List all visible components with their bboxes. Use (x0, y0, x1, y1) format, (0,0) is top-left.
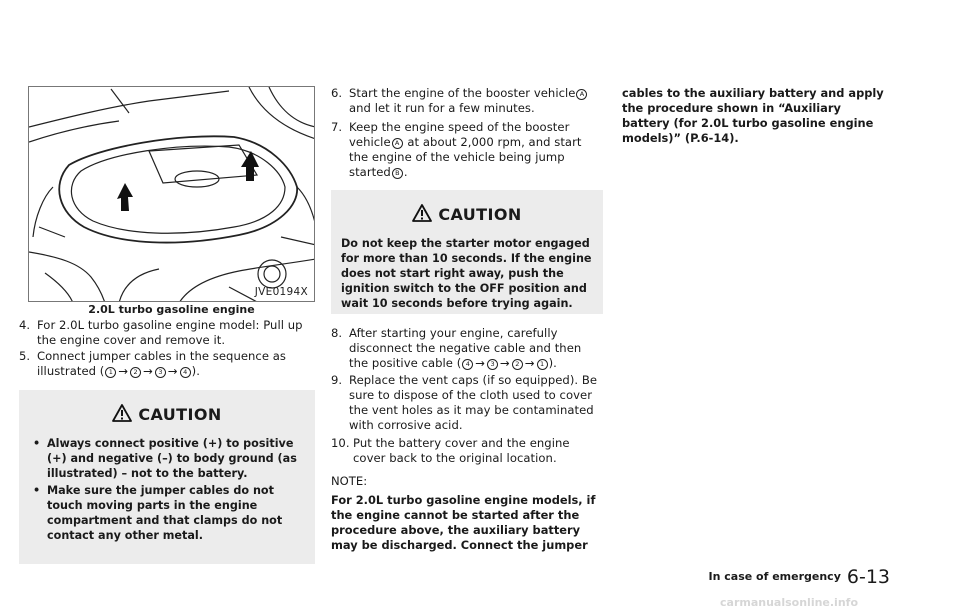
vehicle-marker: A (392, 138, 403, 149)
sequence-marker: 3 (487, 359, 498, 370)
figure-code: JVE0194X (254, 286, 308, 298)
caution-title: CAUTION (331, 204, 603, 224)
caution-box-1 (19, 390, 315, 564)
caution-title: CAUTION (19, 404, 315, 424)
sequence-marker: 3 (155, 367, 166, 378)
caution-bullet: • Always connect positive (+) to positive (+) and negative (–) to body ground (as illustrated) – not to the battery. (33, 437, 297, 480)
note-text: For 2.0L turbo gasoline engine models, if the engine cannot be started after the procedure above, the auxiliary battery may be discharged. Connect the jumper (331, 493, 596, 552)
step-number: 10. (331, 436, 350, 450)
step-number: 9. (331, 373, 343, 387)
vehicle-marker: A (576, 89, 587, 100)
watermark: carmanualsonline.info (720, 596, 858, 609)
step-number: 6. (331, 86, 343, 100)
vehicle-marker: B (392, 168, 403, 179)
caution-list (29, 436, 309, 543)
step-text: For 2.0L turbo gasoline engine model: Pull up the engine cover and remove it. (37, 318, 303, 347)
step-number: 8. (331, 326, 343, 340)
step-5 (19, 349, 315, 379)
sequence-marker: 1 (105, 367, 116, 378)
note-continued: cables to the auxiliary battery and apply the procedure shown in “Auxiliary battery (for 2.0L turbo gasoline engine models)” (P.6-14). (622, 86, 884, 145)
sequence-marker: 1 (537, 359, 548, 370)
sequence-marker: 2 (512, 359, 523, 370)
step-number: 4. (19, 318, 31, 332)
step-text: Replace the vent caps (if so equipped). Be sure to dispose of the cloth used to cover the vent holes as it may be contaminated with corrosive acid. (349, 373, 598, 432)
step-6 (331, 86, 603, 116)
step-text: Put the battery cover and the engine cover back to the original location. (353, 436, 570, 465)
sequence-marker: 4 (462, 359, 473, 370)
sequence-marker: 4 (180, 367, 191, 378)
page-footer (709, 566, 891, 588)
step-text: Start the engine of the booster vehicle A and let it run for a few minutes. (331, 86, 603, 116)
step-number: 5. (19, 349, 31, 363)
step-text: After starting your engine, carefully disconnect the negative cable and then the positive cable ( 4 → 3 → 2 → 1 ). (349, 326, 582, 370)
step-10 (331, 436, 603, 466)
figure-caption: 2.0L turbo gasoline engine (88, 303, 255, 316)
page-number: 6-13 (846, 566, 890, 588)
sequence-marker: 2 (130, 367, 141, 378)
step-7 (331, 120, 603, 180)
step-9 (331, 373, 603, 433)
caution-bullet: • Make sure the jumper cables do not touch moving parts in the engine compartment and that clamps do not contact any other metal. (33, 484, 283, 542)
engine-cover-illustration (28, 86, 315, 302)
footer-section-title: In case of emergency (708, 570, 841, 583)
warning-icon (112, 404, 132, 422)
engine-drawing (29, 87, 315, 302)
note-heading: NOTE: (331, 474, 368, 488)
warning-icon (412, 204, 432, 222)
step-4 (19, 318, 315, 348)
lift-arrow-left (117, 183, 133, 211)
step-8 (331, 326, 603, 371)
step-number: 7. (331, 120, 343, 134)
step-text: Connect jumper cables in the sequence as illustrated ( 1 → 2 → 3 → 4 ). (37, 349, 287, 378)
caution-text: Do not keep the starter motor engaged for more than 10 seconds. If the engine does not start right away, push the ignition switch to the OFF position and wait 10 seconds before trying again. (341, 237, 592, 310)
caution-box-2 (331, 190, 603, 314)
step-text: Keep the engine speed of the booster vehicle A at about 2,000 rpm, and start the engine of the vehicle being jump started B . (349, 120, 582, 179)
